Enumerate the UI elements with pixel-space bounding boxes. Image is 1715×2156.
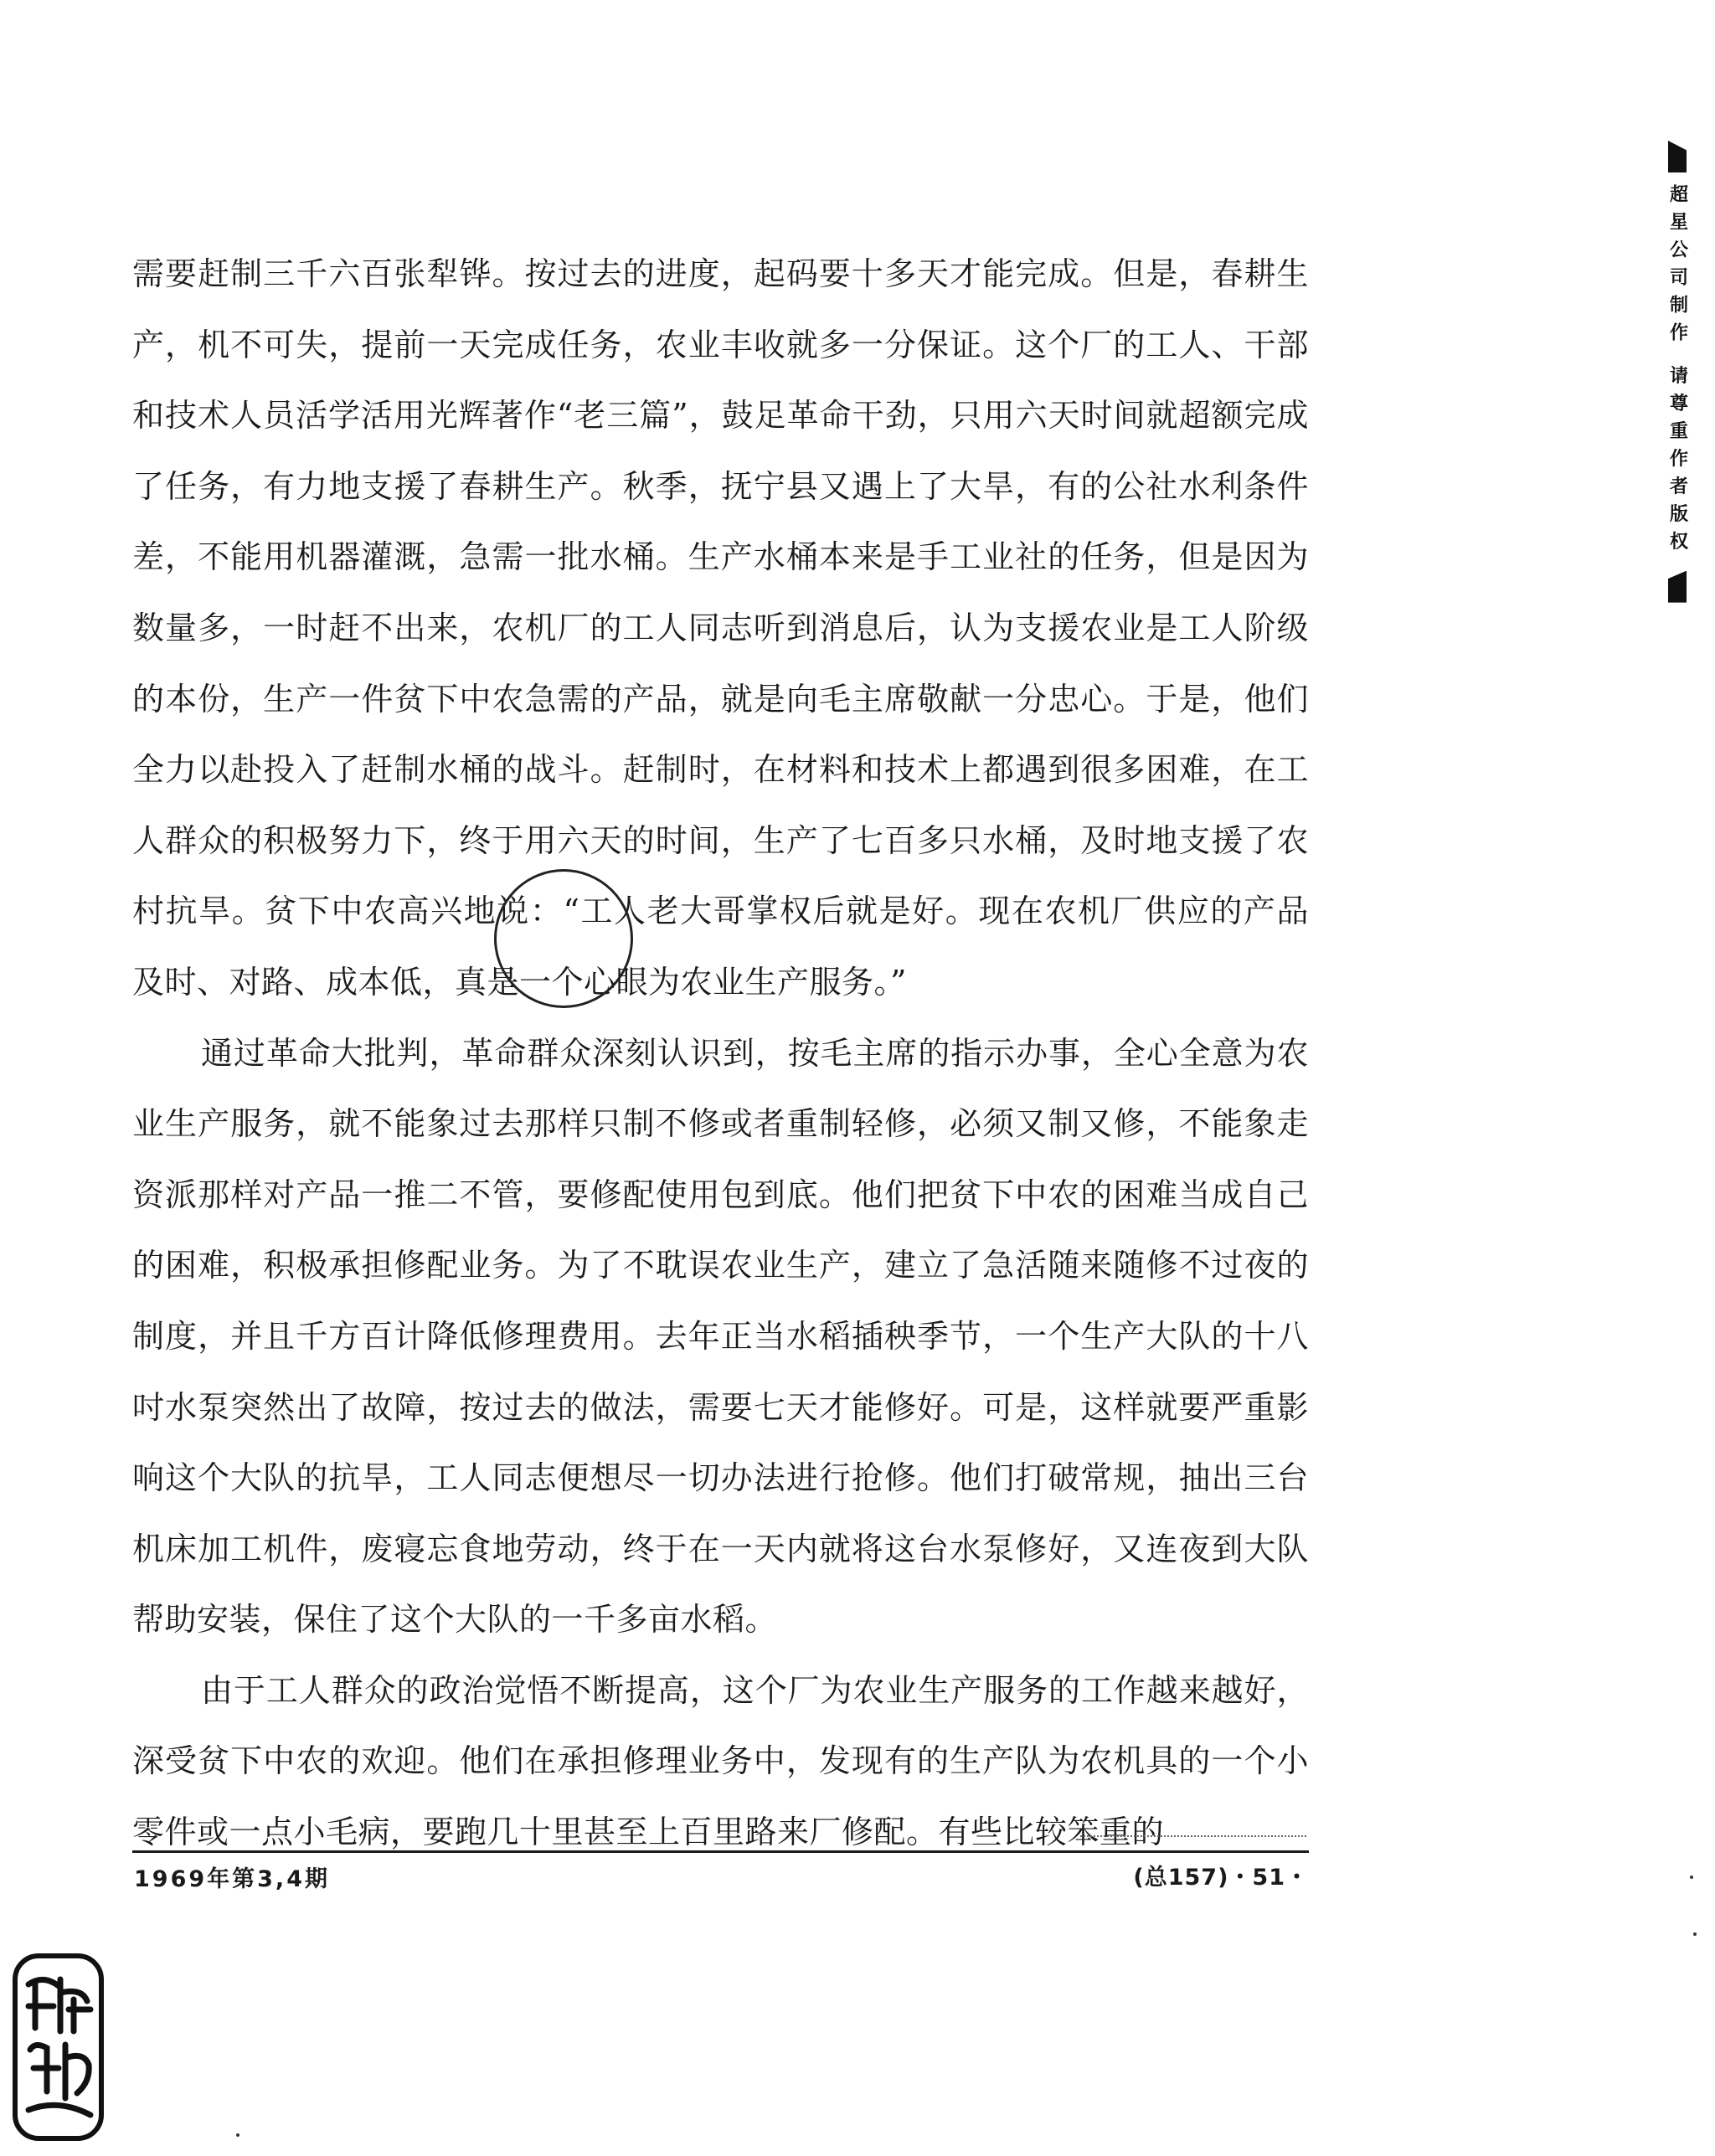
- scan-speck: [236, 2133, 239, 2137]
- footer-rule: [132, 1850, 1309, 1853]
- handwritten-circle-mark: [494, 869, 633, 1008]
- paragraph-3: 由于工人群众的政治觉悟不断提高，这个厂为农业生产服务的工作越来越好，深受贫下中农的欢迎。他们在承担修理业务中，发现有的生产队为农机具的一个小零件或一点小毛病，要跑几十里甚至上百里路来厂修配。有些比较笨重的: [132, 1671, 1309, 1851]
- strip-bar-bottom: [1668, 571, 1687, 603]
- copyright-notice: 超星公司制作 请尊重作者版权: [1666, 184, 1688, 559]
- strip-bar-top: [1668, 141, 1687, 172]
- scan-speck: [1693, 1932, 1697, 1936]
- article-body: [132, 239, 1309, 1868]
- scan-speck: [1690, 1876, 1693, 1879]
- issue-label: 1969年第3,4期: [134, 1866, 330, 1892]
- copyright-strip: [1656, 141, 1698, 603]
- paragraph-2: 通过革命大批判，革命群众深刻认识到，按毛主席的指示办事，全心全意为农业生产服务，就不能象过去那样只制不修或者重制轻修，必须又制又修，不能象走资派那样对产品一推二不管，要修配使用包到底。他们把贫下中农的困难当成自己的困难，积极承担修配业务。为了不耽误农业生产，建立了急活随来随修不过夜的制度，并且千方百计降低修理费用。去年正当水稻插秧季节，一个生产大队的十八吋水泵突然出了故障，按过去的做法，需要七天才能修好。可是，这样就要严重影响这个大队的抗旱，工人同志便想尽一切办法进行抢修。他们打破常规，抽出三台机床加工机件，废寝忘食地劳动，终于在一天内就将这台水泵修好，又连夜到大队帮助安装，保住了这个大队的一千多亩水稻。: [132, 1034, 1309, 1639]
- library-seal-stamp: [10, 1951, 106, 2143]
- page-number: (总157)・51・: [1133, 1865, 1309, 1891]
- scan-dot-line: [1080, 1835, 1306, 1837]
- paragraph-1: 需要赶制三千六百张犁铧。按过去的进度，起码要十多天才能完成。但是，春耕生产，机不可失，提前一天完成任务，农业丰收就多一分保证。这个厂的工人、干部和技术人员活学活用光辉著作“老三篇”，鼓足革命干劲，只用六天时间就超额完成了任务，有力地支援了春耕生产。秋季，抚宁县又遇上了大旱，有的公社水利条件差，不能用机器灌溉，急需一批水桶。生产水桶本来是手工业社的任务，但是因为数量多，一时赶不出来，农机厂的工人同志听到消息后，认为支援农业是工人阶级的本份，生产一件贫下中农急需的产品，就是向毛主席敬献一分忠心。于是，他们全力以赴投入了赶制水桶的战斗。赶制时，在材料和技术上都遇到很多困难，在工人群众的积极努力下，终于用六天的时间，生产了七百多只水桶，及时地支援了农村抗旱。贫下中农高兴地说：“工人老大哥掌权后就是好。现在农机厂供应的产品及时、对路、成本低，真是一个心眼为农业生产服务。”: [132, 255, 1309, 1001]
